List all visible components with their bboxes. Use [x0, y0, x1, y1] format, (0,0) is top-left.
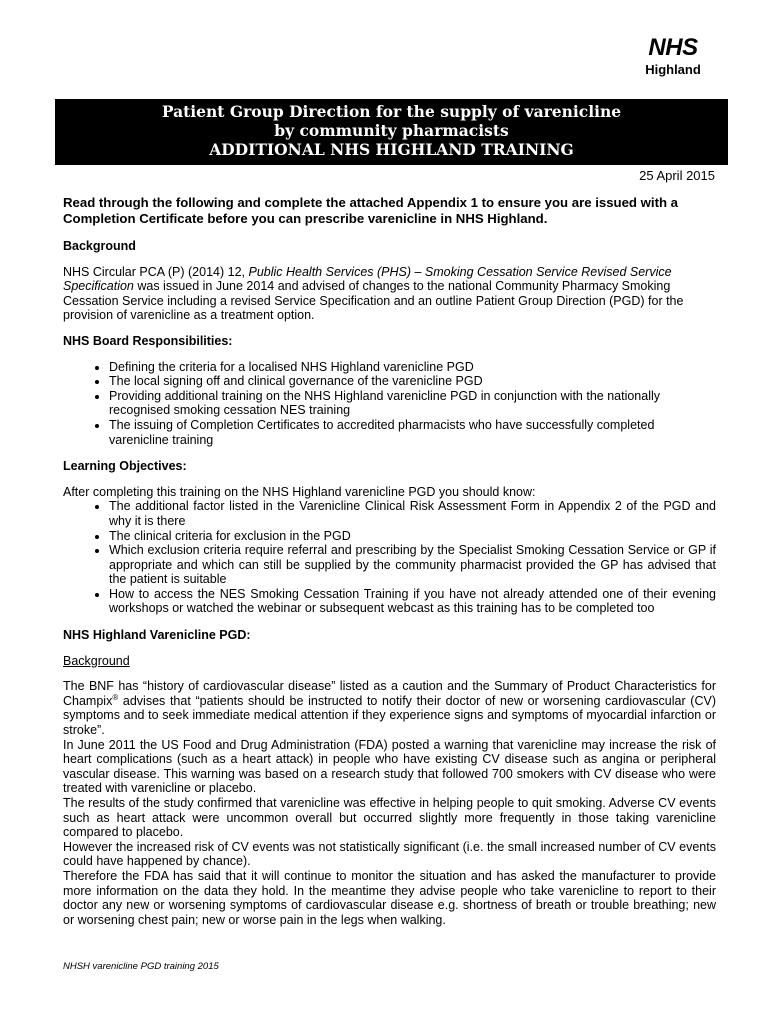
list-item: • The additional factor listed in the Varenicline Clinical Risk Assessment Form in Appendix 2 of the PGD and why it is there	[109, 499, 716, 528]
list-item: • The clinical criteria for exclusion in the PGD	[109, 529, 716, 544]
learning-list	[63, 499, 716, 616]
background-paragraph: NHS Circular PCA (P) (2014) 12, Public Health Services (PHS) – Smoking Cessation Service Revised Service Specification was issued in June 2014 and advised of changes to the national Community Pharmacy Smoking Cessation Service including a revised Service Specification and an outline Patient Group Direction (PGD) for the provision of varenicline as a treatment option.	[63, 264, 684, 323]
list-item: • Which exclusion criteria require referral and prescribing by the Specialist Smoking Cessation Service or GP if appropriate and which can still be supplied by the community pharmacist provided the GP has advised that the patient is suitable	[109, 543, 716, 587]
pgd-paragraph-4: However the increased risk of CV events was not statistically significant (i.e. the small increased number of CV events could have happened by chance).	[63, 839, 716, 869]
document-date: 25 April 2015	[639, 168, 715, 183]
list-item: • The issuing of Completion Certificates to accredited pharmacists who have successfully completed varenicline training	[109, 418, 716, 447]
title-banner	[55, 99, 728, 165]
learning-intro: After completing this training on the NHS Highland varenicline PGD you should know:	[63, 484, 536, 499]
pgd-paragraphs	[63, 679, 716, 927]
pgd-heading: NHS Highland Varenicline PGD:	[63, 628, 251, 643]
pgd-paragraph-1: The BNF has “history of cardiovascular disease” listed as a caution and the Summary of Product Characteristics for Champix® advises that “patients should be instructed to notify their doctor of new or worsening cardiovascular (CV) symptoms and to seek immediate medical attention if they experience signs and symptoms of myocardial infarction or stroke”.	[63, 679, 716, 738]
list-item: • The local signing off and clinical governance of the varenicline PGD	[109, 374, 716, 389]
title-line-3: ADDITIONAL NHS HIGHLAND TRAINING	[209, 140, 574, 159]
list-item: • Defining the criteria for a localised NHS Highland varenicline PGD	[109, 360, 716, 375]
pgd-paragraph-3: The results of the study confirmed that varenicline was effective in helping people to quit smoking. Adverse CV events such as heart attack were uncommon overall but occurred slightly more frequently in those taking varenicline compared to placebo.	[63, 796, 716, 840]
background-heading: Background	[63, 239, 136, 253]
logo-main: NHS	[648, 34, 698, 61]
learning-heading: Learning Objectives:	[63, 459, 187, 474]
lead-instruction: Read through the following and complete the attached Appendix 1 to ensure you are issued with a Completion Certificate before you can prescribe varenicline in NHS Highland.	[63, 195, 679, 226]
title-line-1: Patient Group Direction for the supply of varenicline	[161, 102, 622, 121]
nhs-highland-logo	[636, 34, 710, 78]
board-list	[63, 360, 716, 448]
title-line-2: by community pharmacists	[274, 121, 509, 140]
pgd-paragraph-5: Therefore the FDA has said that it will continue to monitor the situation and has asked the manufacturer to provide more information on the data they hold. In the meantime they advise people who take varenicline to report to their doctor any new or worsening symptoms of cardiovascular disease e.g. shortness of breath or trouble breathing; new or worsening chest pain; new or worse pain in the legs when walking.	[63, 868, 716, 927]
document-body	[63, 195, 716, 927]
pgd-subheading: Background	[63, 653, 130, 668]
board-heading: NHS Board Responsibilities:	[63, 333, 233, 348]
logo-sub: Highland	[645, 62, 701, 77]
pgd-paragraph-2: In June 2011 the US Food and Drug Administration (FDA) posted a warning that varenicline may increase the risk of heart complications (such as a heart attack) in people who have existing CV disease such as angina or peripheral vascular disease. This warning was based on a research study that followed 700 smokers with CV disease who were treated with varenicline or placebo.	[63, 737, 716, 796]
footer-text: NHSH varenicline PGD training 2015	[63, 961, 219, 972]
list-item: • How to access the NES Smoking Cessation Training if you have not already attended one of their evening workshops or watched the webinar or subsequent webcast as this training has to be completed too	[109, 587, 716, 616]
list-item: • Providing additional training on the NHS Highland varenicline PGD in conjunction with the nationally recognised smoking cessation NES training	[109, 389, 716, 418]
